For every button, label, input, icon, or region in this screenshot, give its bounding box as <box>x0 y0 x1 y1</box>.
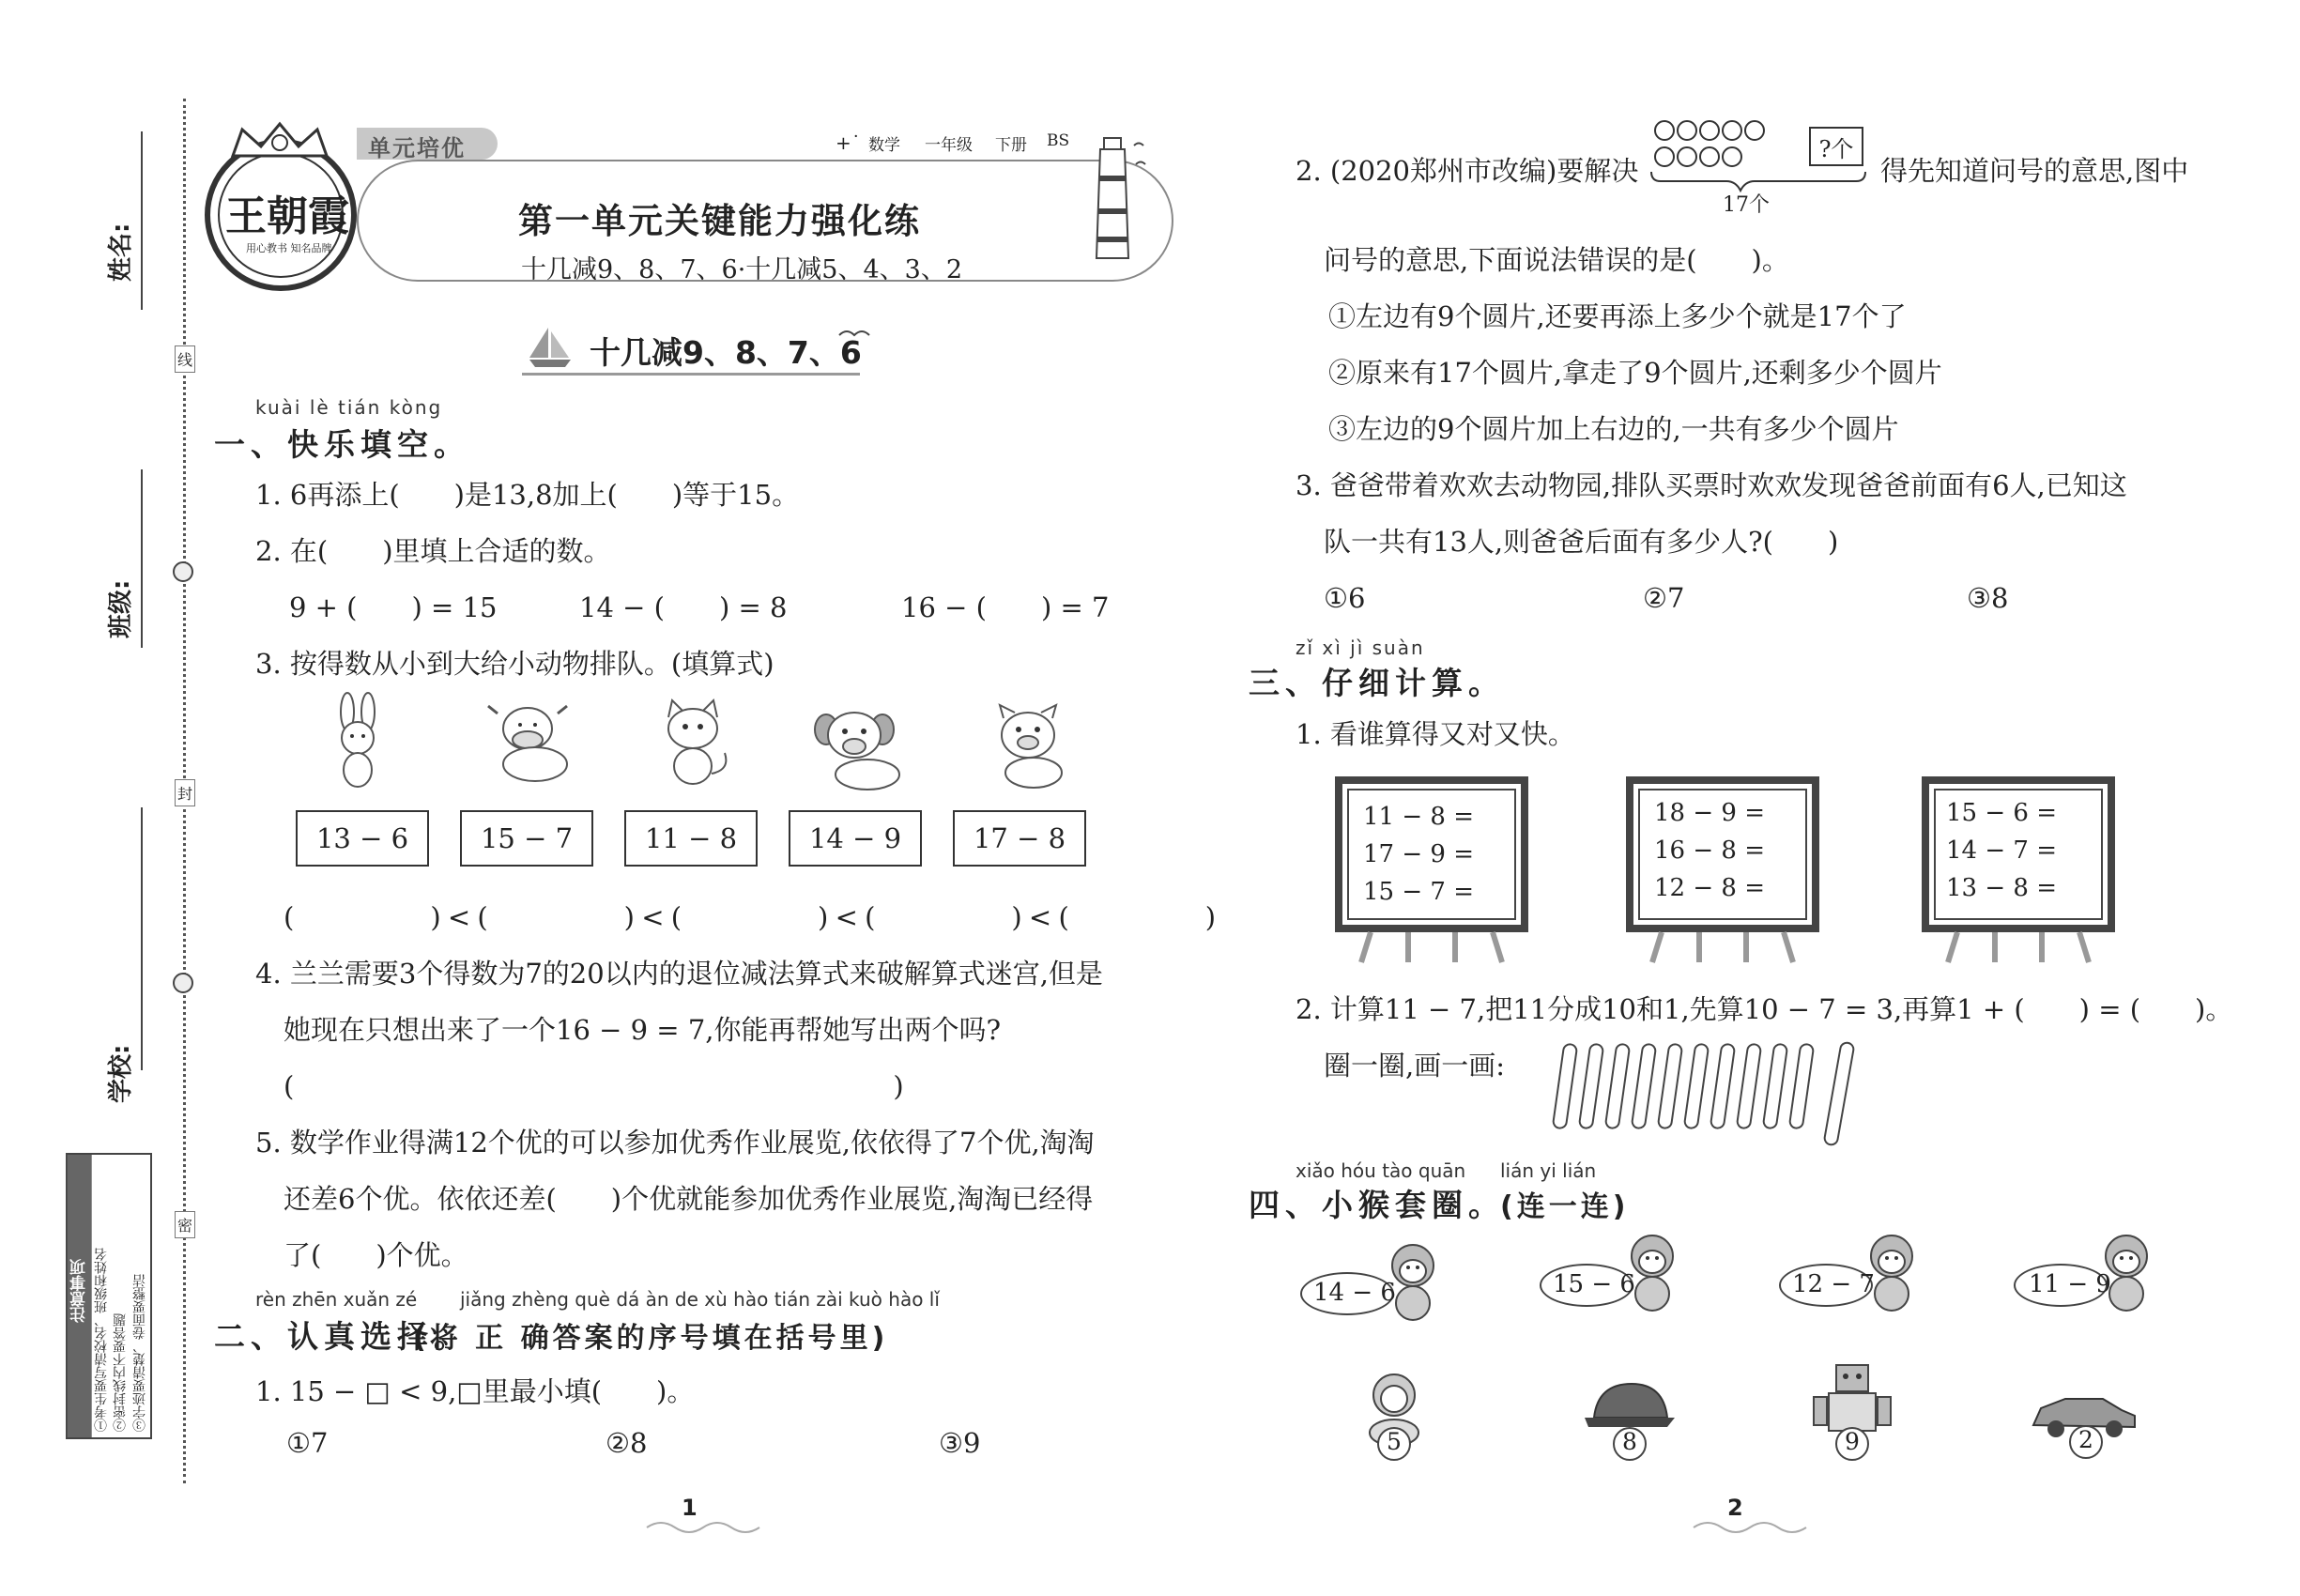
board-3-eq-2: 14 − 7 = <box>1946 836 2057 865</box>
board-3 <box>1920 775 2117 962</box>
q5-line-2: 还差6个优。依依还差( )个优就能参加优秀作业展览,淘淘已经得 <box>284 1183 1094 1215</box>
meta-subject: 数学 <box>868 136 900 155</box>
rabbit-icon <box>317 695 402 789</box>
monkey-4 <box>2014 1230 2164 1319</box>
monkey-4-expr: 11 − 9 <box>2029 1270 2111 1298</box>
name-label: 姓名: <box>107 223 135 282</box>
sec1-pinyin: kuài lè tián kòng <box>255 396 443 419</box>
seal-mark-seal: 封 <box>175 779 195 806</box>
binding-hole-2 <box>173 973 193 993</box>
q1-text: 1. 6再添上( )是13,8加上( )等于15。 <box>255 479 800 511</box>
prize-car <box>2028 1388 2140 1463</box>
q6-text: 1. 15 − □ < 9,□里最小填( )。 <box>255 1375 695 1407</box>
sec2-pinyin-1: rèn zhēn xuǎn zé <box>255 1288 418 1311</box>
q10-text: 2. 计算11 − 7,把11分成10和1,先算10 − 7 = 3,再算1 + ( ) = ( )。 <box>1296 993 2233 1025</box>
board-2-eq-1: 18 − 9 = <box>1654 799 1765 827</box>
q7-option-1: ①左边有9个圆片,还要再添上多少个就是17个了 <box>1328 300 1907 332</box>
board-3-eq-1: 15 − 6 = <box>1946 799 2057 827</box>
monkey-2-expr: 15 − 6 <box>1553 1270 1635 1298</box>
topic-heading: 十几减9、8、7、6 <box>590 334 862 371</box>
notice-item-1: ①考生要写清校名、班级和姓名 <box>93 1248 109 1432</box>
pig-icon <box>981 699 1075 793</box>
q3-box-2: 15 − 7 <box>460 810 593 867</box>
q7-circles-diagram <box>1648 117 1873 217</box>
q2-item-2: 14 − ( ) = 8 <box>579 591 788 623</box>
sec2-title-note: (将 正 确答案的序号填在括号里) <box>413 1322 889 1355</box>
monkey-2 <box>1540 1230 1690 1319</box>
q10-subtext: 圈一圈,画一画: <box>1324 1050 1505 1082</box>
logo <box>205 139 357 291</box>
sec2-pinyin-2: jiǎng zhèng què dá àn de xù hào tián zài kuò hào lǐ <box>460 1288 940 1311</box>
binding-hole-1 <box>173 561 193 582</box>
q7-text-pre: 2. (2020郑州市改编)要解决 <box>1296 155 1639 187</box>
q7-unknown-box: ?个 <box>1809 127 1863 166</box>
board-2 <box>1624 775 1821 962</box>
page-number-2: 2 <box>1727 1495 1743 1521</box>
board-1-eq-1: 11 − 8 = <box>1363 803 1474 831</box>
q3-order-blanks: ( ) < ( ) < ( ) < ( ) < ( ) <box>284 901 1217 933</box>
page-number-2-wave <box>1690 1516 1802 1539</box>
meta-grade: 一年级 <box>925 136 973 155</box>
sailboat-icon <box>522 324 578 371</box>
page-subtitle: 十几减9、8、7、6·十几减5、4、3、2 <box>521 255 963 284</box>
logo-subtext: 用心教书 知名品牌 <box>246 242 332 254</box>
seal-mark-secret: 密 <box>175 1211 195 1238</box>
monkey-3-expr: 12 − 7 <box>1792 1270 1875 1298</box>
board-1 <box>1333 775 1530 962</box>
q4-line-2: 她现在只想出来了一个16 − 9 = 7,你能再帮她写出两个吗? <box>284 1014 1002 1046</box>
prize-car-value: 2 <box>2078 1426 2093 1453</box>
seal-mark-line: 线 <box>175 345 195 373</box>
q8-option-2: ②7 <box>1643 582 1685 614</box>
cat-icon <box>646 695 740 789</box>
page-number-1-wave <box>643 1516 756 1539</box>
q8-option-1: ①6 <box>1324 582 1366 614</box>
notice-box <box>66 1153 152 1439</box>
bird-icon <box>837 326 875 345</box>
board-1-eq-2: 17 − 9 = <box>1363 840 1474 868</box>
sec3-title: 三、仔细计算。 <box>1249 665 1505 701</box>
q8-line-1: 3. 爸爸带着欢欢去动物园,排队买票时欢欢发现爸爸前面有6人,已知这 <box>1296 469 2127 501</box>
q7-line-2: 问号的意思,下面说法错误的是( )。 <box>1324 244 1789 276</box>
topic-underline <box>522 373 860 376</box>
page-number-1: 1 <box>682 1495 698 1521</box>
meta-star-icon: +˙ <box>836 131 861 154</box>
school-line <box>141 807 143 1070</box>
crown-icon <box>223 122 336 160</box>
q7-option-3: ③左边的9个圆片加上右边的,一共有多少个圆片 <box>1328 413 1899 445</box>
sec3-pinyin: zǐ xì jì suàn <box>1296 637 1425 659</box>
monkey-3 <box>1779 1230 1929 1319</box>
prize-robot-value: 9 <box>1845 1428 1860 1455</box>
sec2-title: 二、认真选择。 <box>214 1318 470 1355</box>
prize-robot <box>1810 1361 1894 1465</box>
q5-line-1: 5. 数学作业得满12个优的可以参加优秀作业展览,依依得了7个优,淘淘 <box>255 1127 1095 1159</box>
sec4-title-note: (连一连) <box>1500 1190 1630 1223</box>
q4-line-1: 4. 兰兰需要3个得数为7的20以内的退位减法算式来破解算式迷宫,但是 <box>255 958 1103 990</box>
lighthouse-icon <box>1080 127 1145 268</box>
logo-text: 王朝霞 <box>225 192 349 240</box>
q2-item-3: 16 − ( ) = 7 <box>901 591 1110 623</box>
notice-item-3: ③字迹要清楚、卷面要整洁 <box>132 1274 148 1432</box>
board-2-eq-2: 16 − 8 = <box>1654 836 1765 865</box>
prize-cap-value: 8 <box>1622 1428 1637 1455</box>
sec4-pinyin-2: lián yi lián <box>1500 1159 1597 1182</box>
q6-option-3: ③9 <box>939 1427 981 1459</box>
q3-box-3: 11 − 8 <box>624 810 758 867</box>
meta-volume: 下册 <box>995 136 1027 155</box>
q2-item-1: 9 + ( ) = 15 <box>289 591 498 623</box>
notice-item-2: ②密封线内不要答题 <box>113 1313 129 1432</box>
school-label: 学校: <box>107 1044 135 1103</box>
q3-box-5: 17 − 8 <box>953 810 1086 867</box>
prize-doll <box>1352 1371 1436 1465</box>
q3-text: 3. 按得数从小到大给小动物排队。(填算式) <box>255 648 774 680</box>
meta-edition: BS <box>1047 131 1070 150</box>
board-3-eq-3: 13 − 8 = <box>1946 874 2057 902</box>
ribbon-label: 单元培优 <box>368 135 466 161</box>
q7-total-label: 17个 <box>1723 193 1770 217</box>
prize-cap <box>1577 1380 1680 1465</box>
q8-option-3: ③8 <box>1967 582 2009 614</box>
q5-line-3: 了( )个优。 <box>284 1239 468 1271</box>
monkey-1-expr: 14 − 6 <box>1313 1279 1396 1307</box>
board-1-eq-3: 15 − 7 = <box>1363 878 1474 906</box>
q6-option-1: ①7 <box>286 1427 329 1459</box>
board-2-eq-3: 12 − 8 = <box>1654 874 1765 902</box>
q7-option-2: ②原来有17个圆片,拿走了9个圆片,还剩多少个圆片 <box>1328 357 1942 389</box>
sticks-icon <box>1540 1040 1859 1162</box>
cow-icon <box>481 695 575 789</box>
q6-option-2: ②8 <box>606 1427 648 1459</box>
monkey-1 <box>1300 1239 1450 1328</box>
q4-answer-blank: ( ) <box>284 1070 904 1102</box>
prize-doll-value: 5 <box>1387 1428 1402 1455</box>
q2-text: 2. 在( )里填上合适的数。 <box>255 535 611 567</box>
q3-box-4: 14 − 9 <box>789 810 922 867</box>
class-line <box>141 469 143 648</box>
class-label: 班级: <box>107 579 135 638</box>
name-line <box>141 131 143 310</box>
page-title: 第一单元关键能力强化练 <box>518 201 921 241</box>
notice-title: 注意事项 <box>68 1155 92 1437</box>
q9-text: 1. 看谁算得又对又快。 <box>1296 718 1575 750</box>
q3-box-1: 13 − 6 <box>296 810 429 867</box>
sec1-title: 一、快乐填空。 <box>214 426 470 463</box>
dog-icon <box>807 699 911 793</box>
sec4-title: 四、小猴套圈。 <box>1249 1187 1505 1223</box>
q8-line-2: 队一共有13人,则爸爸后面有多少人?( ) <box>1324 526 1839 558</box>
sec4-pinyin-1: xiǎo hóu tào quān <box>1296 1159 1466 1182</box>
q7-text-post: 得先知道问号的意思,图中 <box>1880 155 2189 187</box>
